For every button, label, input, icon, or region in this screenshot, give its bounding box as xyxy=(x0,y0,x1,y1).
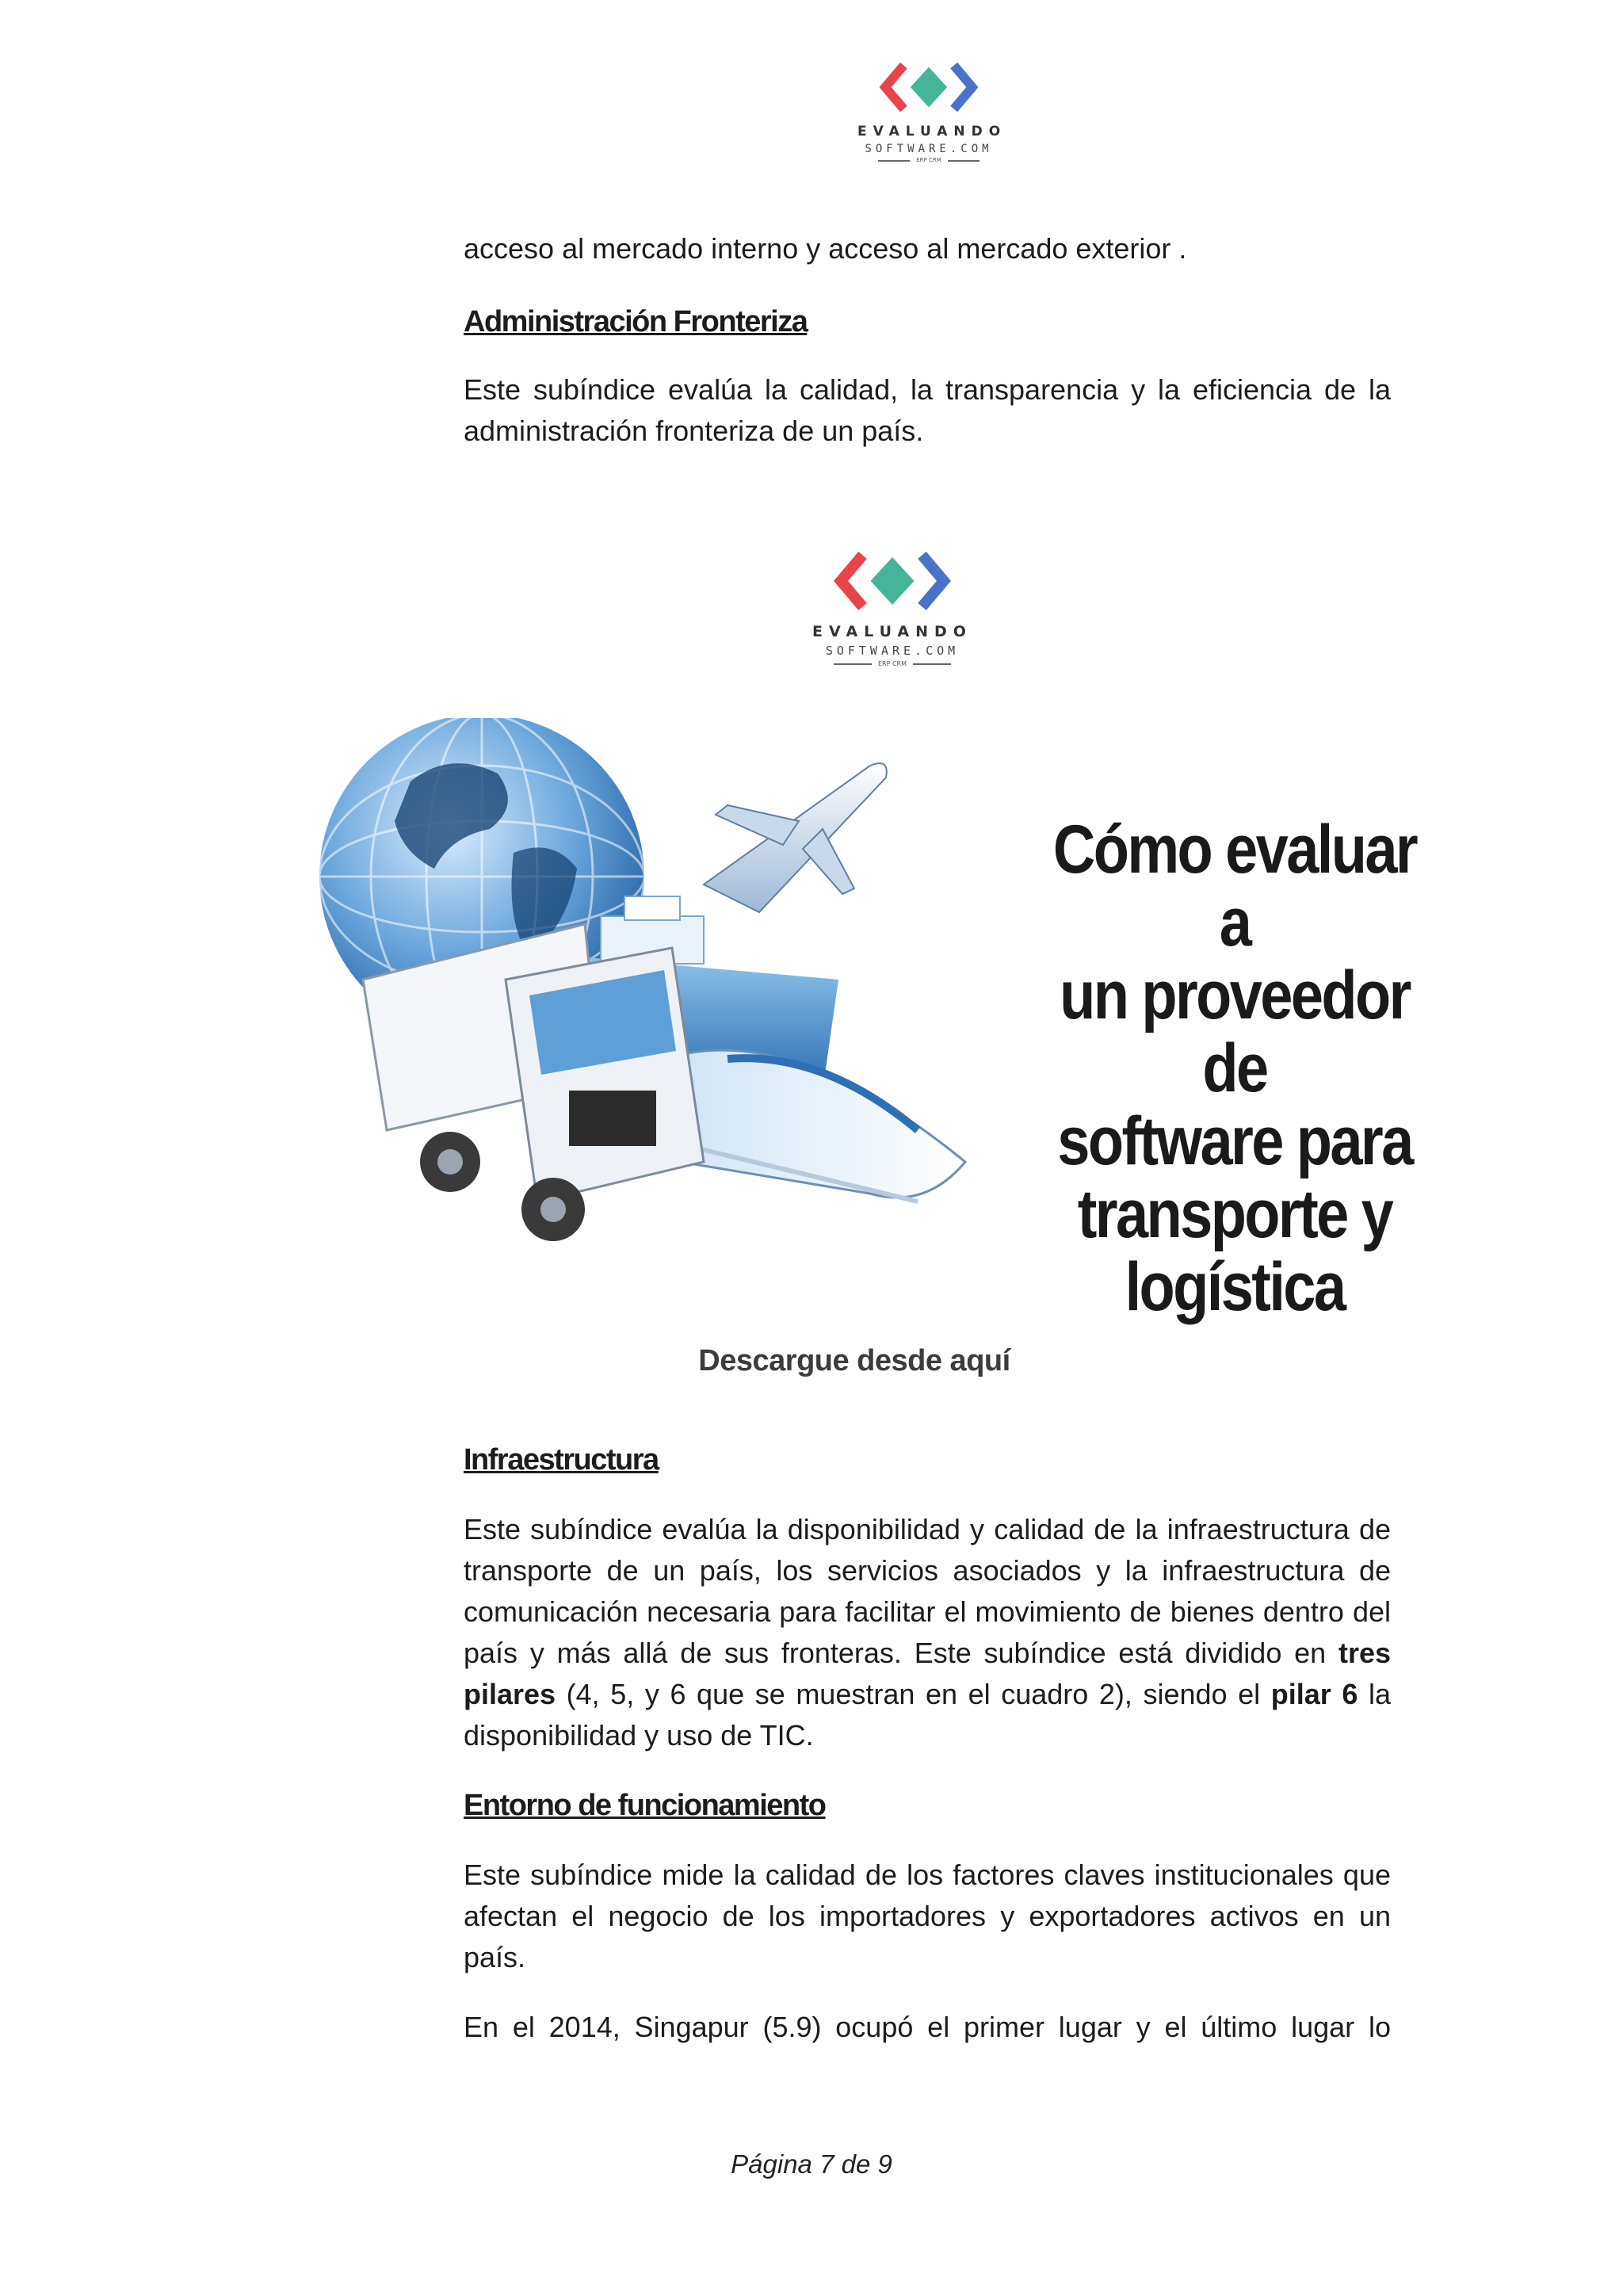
banner-logo-site: SOFTWARE.COM xyxy=(825,644,960,658)
logo-left-chevron xyxy=(885,66,903,109)
banner-logo-rule-left xyxy=(834,663,872,665)
banner-logo-tagline: ERP CRM xyxy=(877,660,907,667)
banner-title-line: software para xyxy=(1057,1103,1412,1179)
heading-infraestructura: Infraestructura xyxy=(464,1443,659,1477)
banner-title-line: logística xyxy=(1125,1249,1345,1325)
logo-tagline: ERP CRM xyxy=(916,157,941,163)
closing-block xyxy=(464,2007,1391,2048)
logo-tagline-row xyxy=(857,158,1000,163)
paragraph-closing: En el 2014, Singapur (5.9) ocupó el primer lugar y el último lugar lo xyxy=(464,2011,1391,2043)
logo-right-chevron xyxy=(954,66,972,109)
section-border-admin xyxy=(464,301,1391,342)
logo-rule-left xyxy=(878,160,910,162)
page-number: Página 7 de 9 xyxy=(731,2149,892,2179)
paragraph-infraestructura xyxy=(464,1509,1391,1756)
banner-logo-center-diamond xyxy=(871,557,915,605)
logo-center-diamond xyxy=(911,67,947,108)
section-entorno xyxy=(464,1785,1391,1826)
banner-title-line: Cómo evaluar a xyxy=(1052,812,1417,961)
download-banner[interactable] xyxy=(315,504,1468,1415)
section-border-admin-body xyxy=(464,369,1391,452)
logo-mark-icon xyxy=(878,57,980,117)
bold-text-pilar-6: pilar 6 xyxy=(1270,1678,1358,1710)
banner-logo-mark-icon xyxy=(833,545,952,617)
banner-logo-tagline-row xyxy=(805,661,980,667)
text-run: la disponibilidad y uso de TIC. xyxy=(464,1678,1391,1752)
paragraph-administracion-fronteriza: Este subíndice evalúa la calidad, la transparencia y la eficiencia de la administración fronteriza de un país. xyxy=(464,373,1391,447)
logistics-illustration xyxy=(315,718,1076,1273)
section-infraestructura-body xyxy=(464,1509,1391,1756)
heading-entorno-de-funcionamiento: Entorno de funcionamiento xyxy=(464,1789,826,1822)
truck-icon xyxy=(363,924,704,1241)
banner-logo-brand: EVALUANDO xyxy=(812,623,972,640)
text-run: (4, 5, y 6 que se muestran en el cuadro 2), siendo el xyxy=(556,1678,1271,1710)
logo-brand: EVALUANDO xyxy=(857,124,1007,139)
heading-administracion-fronteriza: Administración Fronteriza xyxy=(464,305,808,338)
banner-logo xyxy=(805,545,980,667)
logo-site: SOFTWARE.COM xyxy=(865,143,993,155)
banner-logo-rule-right xyxy=(913,663,951,665)
paragraph-entorno: Este subíndice mide la calidad de los factores claves institucionales que afectan el negocio de los importadores y exportadores activos en un país. xyxy=(464,1859,1391,1973)
text-run: Este subíndice evalúa la disponibilidad y calidad de la infraestructura de transporte de un país, los servicios asociados y la infraestructura de comunicación necesaria para facilitar el movimiento de bienes dentro del país y más allá de sus fronteras. Este subíndice está dividido en xyxy=(464,1513,1391,1669)
banner-title xyxy=(1044,813,1426,1324)
banner-logo-left-chevron xyxy=(841,556,863,607)
banner-title-line: un proveedor de xyxy=(1060,957,1410,1106)
download-link[interactable]: Descargue desde aquí xyxy=(698,1344,1010,1377)
section-entorno-body xyxy=(464,1855,1391,1978)
banner-title-line: transporte y xyxy=(1077,1176,1392,1252)
banner-logo-right-chevron xyxy=(922,556,945,607)
logo-rule-right xyxy=(948,160,980,162)
airplane-icon xyxy=(704,763,887,912)
intro-block xyxy=(464,228,1391,269)
section-infraestructura xyxy=(464,1439,1391,1480)
intro-paragraph: acceso al mercado interno y acceso al mercado exterior . xyxy=(464,232,1187,265)
train-icon xyxy=(664,1050,965,1201)
header-logo xyxy=(857,57,1007,163)
bold-text-tres-pilares: tres pilares xyxy=(464,1637,1391,1710)
